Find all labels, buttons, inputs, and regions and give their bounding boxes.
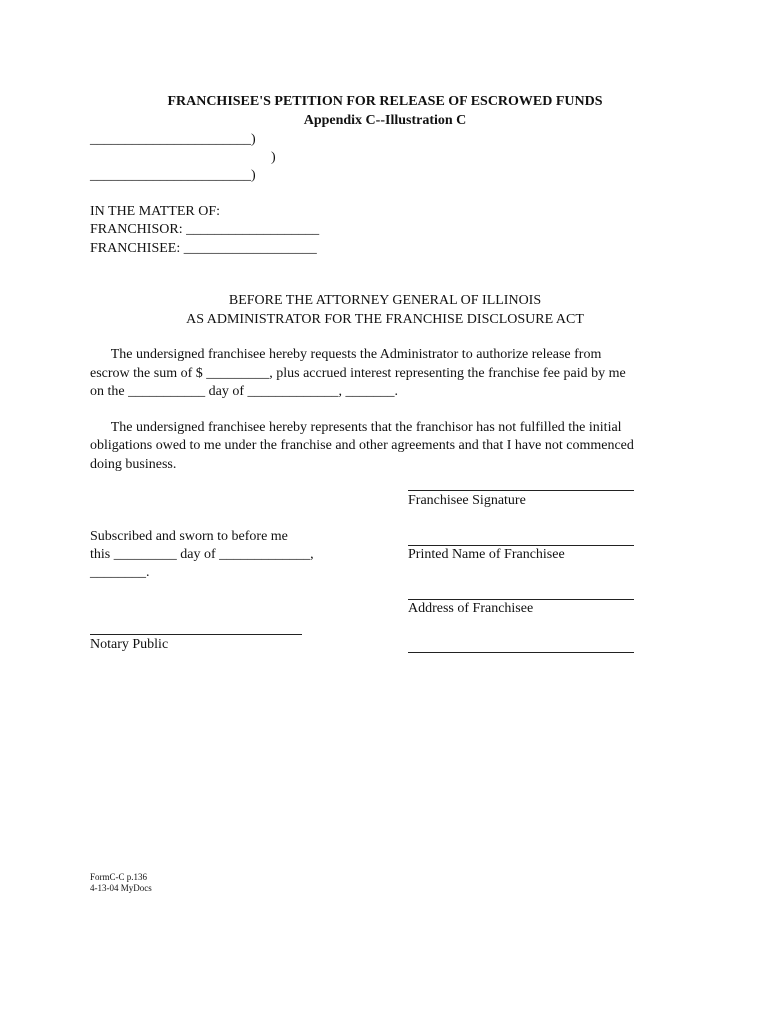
notary-label: Notary Public: [90, 637, 169, 652]
paragraph-1-line-3: on the ___________ day of _____________, _______.: [90, 384, 398, 399]
notary-line-1: Subscribed and sworn to before me: [90, 529, 288, 544]
caption-line-2: ): [271, 150, 276, 165]
notary-line-2: this _________ day of _____________,: [90, 547, 314, 562]
notary-signature-line: [90, 634, 302, 635]
printed-name-label: Printed Name of Franchisee: [408, 547, 565, 562]
paragraph-1-line-2: escrow the sum of $ _________, plus accrued interest representing the franchise fee paid by me: [90, 366, 626, 381]
signature-label: Franchisee Signature: [408, 493, 526, 508]
paragraph-1-line-1: The undersigned franchisee hereby requests the Administrator to authorize release from: [90, 347, 602, 362]
matter-heading: IN THE MATTER OF:: [90, 204, 221, 219]
notary-line-3: ________.: [90, 565, 150, 580]
caption-line-1: _______________________): [90, 132, 256, 147]
paragraph-2-line-1: The undersigned franchisee hereby represents that the franchisor has not fulfilled the initial: [90, 420, 622, 435]
address-label: Address of Franchisee: [408, 601, 534, 616]
caption-line-3: _______________________): [90, 168, 256, 183]
authority-line-1: BEFORE THE ATTORNEY GENERAL OF ILLINOIS: [228, 293, 542, 308]
document-title: FRANCHISEE'S PETITION FOR RELEASE OF ESCROWED FUNDS: [167, 94, 603, 109]
footer-date-doc: 4-13-04 MyDocs: [90, 883, 152, 893]
authority-line-2: AS ADMINISTRATOR FOR THE FRANCHISE DISCLOSURE ACT: [186, 312, 584, 327]
paragraph-2-line-3: doing business.: [90, 457, 177, 472]
address-line-2: [408, 652, 634, 653]
document-subtitle: Appendix C--Illustration C: [303, 113, 467, 128]
paragraph-2-line-2: obligations owed to me under the franchise and other agreements and that I have not commenced: [90, 438, 634, 453]
signature-line: [408, 490, 634, 491]
franchisee-field: FRANCHISEE: ___________________: [90, 241, 317, 256]
footer-form-id: FormC-C p.136: [90, 872, 148, 882]
franchisor-field: FRANCHISOR: ___________________: [90, 222, 320, 237]
